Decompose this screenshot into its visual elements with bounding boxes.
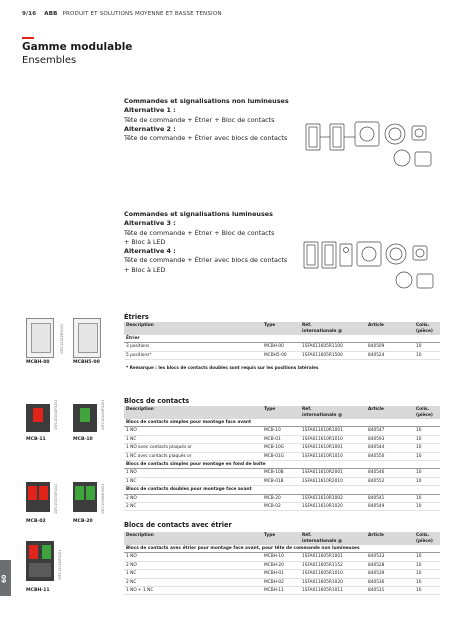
table-row <box>124 578 440 586</box>
cell-ref: 1SFA611605R1152 <box>300 561 366 569</box>
cell-colis: 10 <box>414 561 440 569</box>
product-image <box>26 404 50 432</box>
col-article: Article <box>366 406 414 419</box>
cell-article: 840546 <box>366 469 414 477</box>
col-colis <box>414 532 440 545</box>
cell-ref: 1SFA611605R1020 <box>300 578 366 586</box>
cell-description: 2 NC <box>124 503 262 511</box>
cell-article: 840552 <box>366 477 414 485</box>
col-ref-line2: internationale @ <box>302 538 343 544</box>
alternative-label: Alternative 4 : <box>124 247 176 256</box>
table-row <box>124 351 440 359</box>
group-label: Blocs de contacts simples pour montage en fond de boîte <box>124 461 440 469</box>
cell-article: 840593 <box>366 435 414 443</box>
col-ref-line1: Réf. <box>302 323 312 328</box>
product-image <box>26 541 54 581</box>
group-label: Blocs de contacts doubles pour montage face avant <box>124 486 440 494</box>
table-header-row <box>124 532 440 545</box>
col-description: Description <box>124 532 262 545</box>
group-row <box>124 486 440 494</box>
col-colis-line2: (pièce) <box>416 412 433 418</box>
product-label: MCBH-00 <box>26 360 50 365</box>
cell-type: MCBH-11 <box>262 587 300 595</box>
page-title: Gamme modulable <box>22 41 133 53</box>
cell-ref: 1SFA611610R1020 <box>300 503 366 511</box>
product-image <box>73 318 101 358</box>
page-subtitle: Ensembles <box>22 55 77 66</box>
cell-colis: 10 <box>414 570 440 578</box>
table-header-row <box>124 322 440 335</box>
cell-type: MCB-20 <box>262 494 300 502</box>
table-row <box>124 469 440 477</box>
table-row <box>124 561 440 569</box>
col-ref-line2: internationale @ <box>302 328 343 334</box>
col-ref-line1: Réf. <box>302 407 312 412</box>
block-heading: Commandes et signalisations lumineuses <box>124 210 273 218</box>
cell-colis: 10 <box>414 427 440 435</box>
cell-type: MCBH5-00 <box>262 351 300 359</box>
alternative-label: Alternative 3 : <box>124 219 176 228</box>
cell-article: 840549 <box>366 503 414 511</box>
cell-description: 2 NO <box>124 494 262 502</box>
cell-description: 1 NC <box>124 477 262 485</box>
alternative-text: + Bloc à LED <box>124 265 166 274</box>
page-indicator: 9/16 <box>22 11 37 17</box>
product-code: 1SFC151080F0201 <box>101 483 105 514</box>
cell-article: 840539 <box>366 570 414 578</box>
cell-ref: 1SFA611610R2010 <box>300 477 366 485</box>
product-label: MCB-20 <box>73 519 93 524</box>
table-note: * Remarque : les blocs de contacts doubles sont requis sur les positions latérales <box>126 365 319 370</box>
section-name: PRODUIT ET SOLUTIONS MOYENNE ET BASSE TENSION <box>62 11 222 17</box>
cell-type: MCB-01G <box>262 452 300 460</box>
cell-type: MCBH-20 <box>262 561 300 569</box>
table-row <box>124 503 440 511</box>
table-row <box>124 477 440 485</box>
cell-colis: 10 <box>414 578 440 586</box>
cell-type: MCBH-01 <box>262 570 300 578</box>
product-label: MCBH5-00 <box>73 360 100 365</box>
cell-article: 840509 <box>366 343 414 351</box>
cell-colis: 10 <box>414 444 440 452</box>
luminous-block <box>124 210 287 275</box>
cell-article: 840541 <box>366 494 414 502</box>
cell-type: MCB-02 <box>262 503 300 511</box>
table-row <box>124 587 440 595</box>
alternative-label: Alternative 2 : <box>124 124 176 133</box>
cell-type: MCB-10G <box>262 444 300 452</box>
page-tab <box>0 560 11 596</box>
cell-description: 1 NC <box>124 435 262 443</box>
col-ref <box>300 406 366 419</box>
group-label: Étrier <box>124 335 440 343</box>
product-label: MCB-11 <box>26 437 46 442</box>
cell-type: MCBH-10 <box>262 553 300 561</box>
col-description: Description <box>124 406 262 419</box>
group-label: Blocs de contacts simples pour montage face avant <box>124 419 440 427</box>
etriers-table <box>124 322 440 360</box>
cell-description: 1 NO <box>124 469 262 477</box>
product-label: MCB-02 <box>26 519 46 524</box>
product-code: 1SFC151020F0201 <box>101 399 105 430</box>
cell-article: 840550 <box>366 452 414 460</box>
product-code: 1SFC151019F0201 <box>60 323 64 354</box>
cell-ref: 1SFA611610R1002 <box>300 494 366 502</box>
brand-name: ABB <box>44 11 58 17</box>
col-article: Article <box>366 532 414 545</box>
cell-ref: 1SFA611605R1010 <box>300 570 366 578</box>
cell-article: 840544 <box>366 444 414 452</box>
table-row <box>124 444 440 452</box>
cell-colis: 10 <box>414 494 440 502</box>
col-type: Type <box>262 406 300 419</box>
product-image <box>73 482 97 512</box>
cell-ref: 1SFA611605R1500 <box>300 351 366 359</box>
alternative-text: + Bloc à LED <box>124 237 166 246</box>
table-header-row <box>124 406 440 419</box>
col-type: Type <box>262 532 300 545</box>
cell-article: 840531 <box>366 587 414 595</box>
alternative-text: Tête de commande + Étrier + Bloc de contacts <box>124 115 275 124</box>
col-type: Type <box>262 322 300 335</box>
cell-colis: 10 <box>414 503 440 511</box>
cell-ref: 1SFA611610R1001 <box>300 427 366 435</box>
col-colis <box>414 322 440 335</box>
group-row <box>124 335 440 343</box>
col-colis-line1: Colis. <box>416 407 430 412</box>
blocs-etrier-table <box>124 532 440 595</box>
cell-ref: 1SFA611610R2001 <box>300 469 366 477</box>
alternative-text: Tête de commande + Étrier avec blocs de contacts <box>124 134 288 143</box>
cell-description: 1 NC avec contacts plaqués or <box>124 452 262 460</box>
table-row <box>124 435 440 443</box>
running-header <box>22 11 222 17</box>
cell-colis: 10 <box>414 477 440 485</box>
product-label: MCB-10 <box>73 437 93 442</box>
col-colis-line1: Colis. <box>416 323 430 328</box>
col-article: Article <box>366 322 414 335</box>
table-row <box>124 553 440 561</box>
cell-colis: 10 <box>414 452 440 460</box>
cell-article: 840533 <box>366 553 414 561</box>
cell-type: MCB-01B <box>262 477 300 485</box>
cell-type: MCB-10B <box>262 469 300 477</box>
block-heading: Commandes et signalisations non lumineuses <box>124 97 289 105</box>
cell-colis: 10 <box>414 343 440 351</box>
col-ref <box>300 322 366 335</box>
cell-description: 5 positions* <box>124 351 262 359</box>
cell-type: MCB-01 <box>262 435 300 443</box>
cell-ref: 1SFA611605R1100 <box>300 343 366 351</box>
cell-colis: 10 <box>414 435 440 443</box>
cell-type: MCBH-00 <box>262 343 300 351</box>
product-image <box>26 482 50 512</box>
alternative-text: Tête de commande + Étrier + Bloc de contacts <box>124 228 275 237</box>
table-row <box>124 570 440 578</box>
cell-type: MCBH-02 <box>262 578 300 586</box>
product-code: 1SFC151010F0201 <box>54 399 58 430</box>
cell-type: MCB-10 <box>262 427 300 435</box>
col-description: Description <box>124 322 262 335</box>
cell-description: 1 NO <box>124 553 262 561</box>
cell-article: 840528 <box>366 561 414 569</box>
col-ref-line2: internationale @ <box>302 412 343 418</box>
cell-description: 1 NO + 1 NC <box>124 587 262 595</box>
group-row <box>124 545 440 553</box>
section-title: Blocs de contacts <box>124 397 190 405</box>
cell-description: 2 NC <box>124 578 262 586</box>
col-colis-line2: (pièce) <box>416 328 433 334</box>
table-row <box>124 452 440 460</box>
product-image <box>73 404 97 432</box>
cell-ref: 1SFA611605R1011 <box>300 587 366 595</box>
col-colis-line2: (pièce) <box>416 538 433 544</box>
cell-colis: 10 <box>414 469 440 477</box>
assembly-illustration <box>300 116 440 170</box>
product-code: 1SFC151070F0201 <box>54 483 58 514</box>
cell-ref: 1SFA611610R1010 <box>300 452 366 460</box>
accent-bar <box>22 37 34 39</box>
col-ref <box>300 532 366 545</box>
product-label: MCBH-11 <box>26 588 50 593</box>
cell-colis: 10 <box>414 553 440 561</box>
cell-ref: 1SFA611610R1010 <box>300 435 366 443</box>
cell-ref: 1SFA611605R1001 <box>300 553 366 561</box>
product-image <box>26 318 54 358</box>
page-tab-number: 60 <box>1 574 8 583</box>
group-row <box>124 461 440 469</box>
cell-description: 2 NO <box>124 561 262 569</box>
section-title: Étriers <box>124 313 149 321</box>
section-title: Blocs de contacts avec étrier <box>124 521 232 529</box>
cell-colis: 10 <box>414 587 440 595</box>
col-ref-line1: Réf. <box>302 533 312 538</box>
blocs-table <box>124 406 440 511</box>
table-row <box>124 343 440 351</box>
cell-description: 1 NO <box>124 427 262 435</box>
table-row <box>124 427 440 435</box>
alternative-label: Alternative 1 : <box>124 106 176 115</box>
cell-colis: 10 <box>414 351 440 359</box>
cell-article: 840524 <box>366 351 414 359</box>
product-code: 1SFC151100F0201 <box>58 549 62 580</box>
non-luminous-block <box>124 97 289 143</box>
group-label: Blocs de contacts avec étrier pour montage face avant, pour tête de commande non lumineuses <box>124 545 440 553</box>
table-row <box>124 494 440 502</box>
cell-description: 1 NC <box>124 570 262 578</box>
luminous-assembly-illustration <box>300 236 440 296</box>
alternative-text: Tête de commande + Étrier avec blocs de contacts <box>124 256 288 265</box>
col-colis <box>414 406 440 419</box>
group-row <box>124 419 440 427</box>
cell-description: 3 positions <box>124 343 262 351</box>
cell-article: 840536 <box>366 578 414 586</box>
cell-description: 1 NO avec contacts plaqués or <box>124 444 262 452</box>
cell-article: 840547 <box>366 427 414 435</box>
cell-ref: 1SFA611610R1001 <box>300 444 366 452</box>
col-colis-line1: Colis. <box>416 533 430 538</box>
